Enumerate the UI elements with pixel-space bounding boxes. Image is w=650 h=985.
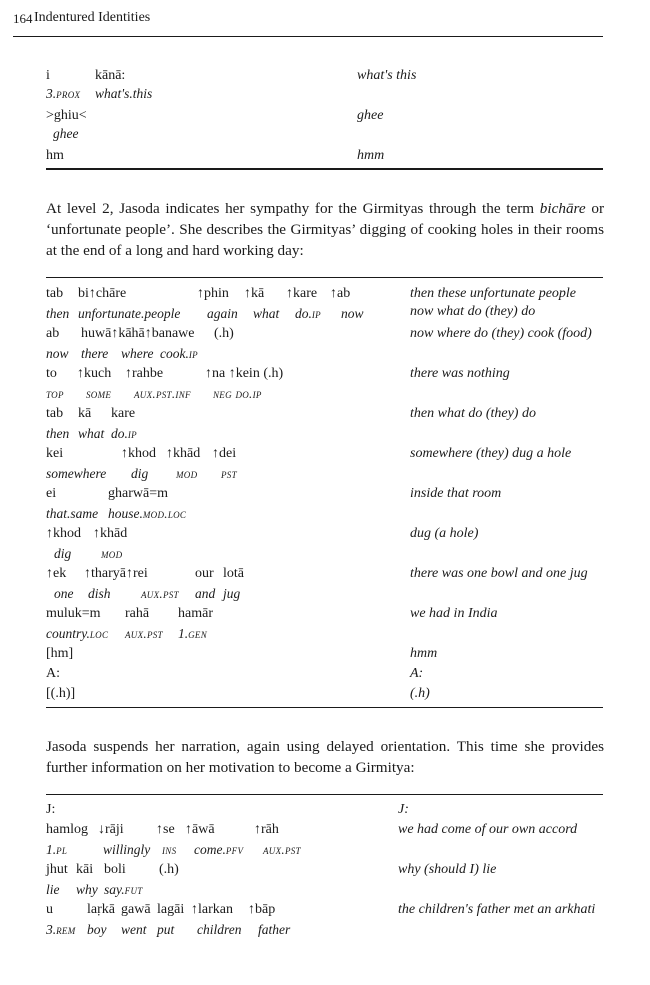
source-token: ei [46,486,57,501]
gloss-abbreviation: mod [176,466,198,481]
source-token: tab [46,286,64,301]
free-translation: somewhere (they) dug a hole [410,446,572,461]
gloss-token: willingly [103,842,151,857]
source-token: gharwā=m [108,486,168,501]
gloss-token: went [121,922,147,937]
free-translation: (.h) [410,686,430,701]
source-token: kei [46,446,64,461]
gloss-abbreviation: aux.pst [263,842,301,857]
body-paragraph-2 [46,736,604,778]
gloss-token: children [197,922,242,937]
source-token: (.h) [214,326,234,341]
speaker-label: J: [46,802,56,817]
gloss-token: then [46,426,70,441]
table2-bottom-rule [46,707,603,708]
gloss-abbreviation: prox [56,86,81,101]
paragraph-1-text-b: or ‘unfortunate people’. She describes the Girmityas’ digging of cooking holes in their rooms at the end of a long and hard working day: [46,200,604,259]
paragraph-1-text-a: At level 2, Jasoda indicates her sympathy for the Girmityas through the term [46,200,540,217]
gloss-abbreviation: gen [188,626,208,641]
source-token: ↑na ↑kein (.h) [205,366,284,381]
free-translation: A: [410,666,424,681]
source-token: rahā [125,606,150,621]
gloss-token: dig [54,546,72,561]
gloss-abbreviation: pst [221,466,237,481]
source-token: ↑bāp [248,902,276,917]
gloss-token [101,546,122,562]
source-token: kāi [76,862,94,877]
free-translation: inside that room [410,486,502,501]
source-token: i [46,68,50,83]
gloss-token: that.same [46,506,99,521]
free-translation: ghee [357,108,384,123]
source-token: laṛkā [87,902,115,917]
gloss-token: then [46,306,70,321]
gloss-token: what [78,426,105,441]
gloss-abbreviation: loc [89,626,109,641]
source-token: ↑rahbe [125,366,164,381]
gloss-abbreviation: pfv [225,842,244,857]
source-token: kare [111,406,136,421]
free-translation: we had come of our own accord [398,822,578,837]
source-token: ↑kuch [77,366,112,381]
gloss-token: ghee [53,126,79,141]
free-translation: hmm [357,148,385,163]
source-token: ↑rāh [254,822,279,837]
table3-top-rule [46,794,603,795]
source-token: lotā [223,566,244,581]
source-token: kā [78,406,92,421]
gloss-abbreviation: fut [124,882,143,897]
gloss-abbreviation: ip [311,306,321,321]
gloss-token [263,842,301,858]
paragraph-2-text: Jasoda suspends her narration, again using delayed orientation. This time she provides further information on her motivation to become a Girmitya: [46,738,604,776]
source-token: jhut [46,862,68,877]
gloss-token: do.ip [295,306,321,321]
speaker-label-translation: J: [398,802,409,817]
source-token: hamlog [46,822,88,837]
header-rule [13,36,603,37]
source-token: u [46,902,53,917]
source-token: ↑khād [93,526,128,541]
running-title: Indentured Identities [34,10,151,25]
gloss-token: house.mod.loc [108,506,187,521]
source-token: ↑khod [46,526,81,541]
source-token: ↑tharyā↑rei [84,566,148,581]
free-translation: now where do (they) cook (food) [410,326,592,341]
source-token: ↑larkan [191,902,233,917]
source-token: to [46,366,57,381]
gloss-token: 1.pl [46,842,68,857]
source-token: ab [46,326,60,341]
gloss-token [46,386,64,402]
gloss-abbreviation: top [46,386,64,401]
source-token: ↑se [156,822,175,837]
free-translation: why (should I) lie [398,862,497,877]
source-token: >ghiu< [46,108,87,123]
gloss-token: and [195,586,216,601]
free-translation: now what do (they) do [410,304,536,319]
gloss-token: somewhere [46,466,107,481]
source-token: lagāi [157,902,185,917]
gloss-token: do.ip [111,426,137,441]
source-token: [hm] [46,646,74,661]
gloss-abbreviation: ip [188,346,198,361]
gloss-abbreviation: neg do.ip [213,386,262,401]
gloss-token [162,842,176,858]
gloss-abbreviation: pl [56,842,68,857]
gloss-token [176,466,197,482]
source-token: huwā↑kāhā↑banawe [81,326,195,341]
source-token: ↑kare [286,286,318,301]
gloss-token: what's.this [95,86,153,101]
gloss-abbreviation: mod [101,546,123,561]
table1-bottom-rule [46,168,603,170]
gloss-token [134,386,191,402]
source-token: (.h) [159,862,179,877]
gloss-token: country.loc [46,626,109,641]
gloss-token: say.fut [104,882,143,897]
source-token: ↑khod [121,446,156,461]
source-token: hm [46,148,64,163]
gloss-abbreviation: ip [127,426,137,441]
gloss-token: 3.prox [46,86,81,101]
source-token: tab [46,406,64,421]
gloss-token: come.pfv [194,842,244,857]
free-translation: hmm [410,646,438,661]
gloss-token: father [258,922,291,937]
gloss-token [125,626,163,642]
gloss-token: 3.rem [46,922,76,937]
body-paragraph-1 [46,198,604,261]
gloss-token [221,466,237,482]
gloss-token [86,386,111,402]
gloss-token [213,386,262,402]
gloss-abbreviation: ins [162,842,177,857]
gloss-token: where [121,346,154,361]
gloss-abbreviation: rem [56,922,76,937]
free-translation: the children's father met an arkhati [398,902,596,917]
free-translation: dug (a hole) [410,526,479,541]
term-bichare: bichāre [539,200,586,217]
free-translation: there was one bowl and one jug [410,566,588,581]
source-token: ↑khād [166,446,201,461]
page-number: 164 [13,11,33,26]
source-token: hamār [178,606,213,621]
source-token: ↑ab [330,286,351,301]
source-token: bi↑chāre [78,286,127,301]
free-translation: then what do (they) do [410,406,536,421]
source-token: kānā: [95,68,126,83]
gloss-abbreviation: aux.pst [141,586,179,601]
free-translation: we had in India [410,606,498,621]
free-translation: what's this [357,68,417,83]
gloss-token: put [157,922,175,937]
gloss-token: dig [131,466,149,481]
source-token: ↑ek [46,566,67,581]
source-token: [(.h)] [46,686,76,701]
gloss-abbreviation: mod.loc [142,506,187,521]
gloss-token: dish [88,586,111,601]
source-token: ↑kā [244,286,265,301]
source-token: ↑dei [212,446,237,461]
gloss-abbreviation: some [86,386,112,401]
gloss-token [141,586,179,602]
gloss-abbreviation: aux.pst [125,626,163,641]
source-token: boli [104,862,126,877]
source-token: ↓rāji [98,822,124,837]
free-translation: there was nothing [410,366,510,381]
source-token: muluk=m [46,606,101,621]
source-token: gawā [121,902,151,917]
gloss-token: now [341,306,364,321]
gloss-token: lie [46,882,60,897]
gloss-token: now [46,346,69,361]
gloss-token: again [207,306,238,321]
gloss-token: jug [223,586,241,601]
source-token: ↑āwā [185,822,215,837]
source-token: our [195,566,214,581]
gloss-token: unfortunate.people [78,306,181,321]
gloss-token: cook.ip [160,346,198,361]
gloss-token: 1.gen [178,626,208,641]
free-translation: then these unfortunate people [410,286,577,301]
table2-top-rule [46,277,603,278]
gloss-token: there [81,346,109,361]
gloss-token: boy [87,922,107,937]
gloss-token: why [76,882,98,897]
source-token: A: [46,666,60,681]
gloss-token: one [54,586,74,601]
gloss-abbreviation: aux.pst.inf [134,386,191,401]
gloss-token: what [253,306,280,321]
source-token: ↑phin [197,286,229,301]
